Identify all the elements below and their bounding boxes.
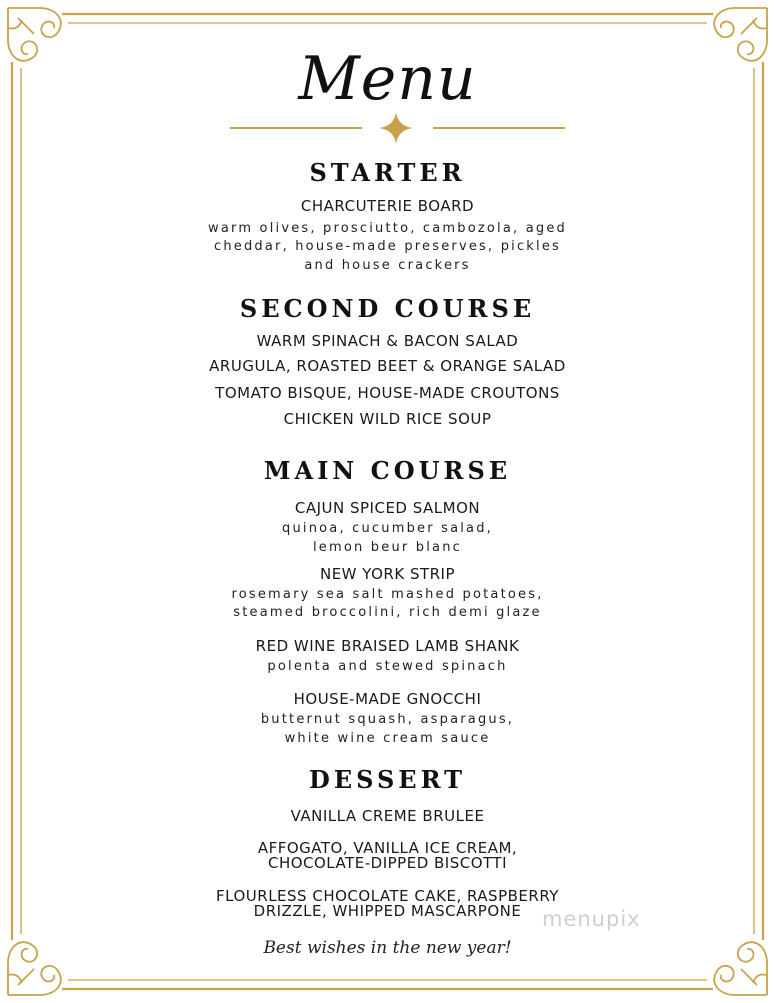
section-heading-starter: STARTER: [309, 158, 466, 187]
section-heading-dessert: DESSERT: [309, 765, 466, 794]
menu-item-name: ARUGULA, ROASTED BEET & ORANGE SALAD: [209, 357, 566, 375]
watermark: menupix: [542, 907, 641, 931]
menu-item-description: white wine cream sauce: [284, 731, 491, 746]
star-icon: [379, 112, 413, 144]
menu-title: Menu: [298, 44, 477, 114]
menu-item-name: VANILLA CREME BRULEE: [290, 807, 485, 825]
menu-item-description: polenta and stewed spinach: [267, 659, 508, 674]
menu-item-name: TOMATO BISQUE, HOUSE-MADE CROUTONS: [215, 384, 560, 402]
menu-item-name: NEW YORK STRIP: [319, 565, 456, 583]
menu-item-name: FLOURLESS CHOCOLATE CAKE, RASPBERRY: [216, 887, 559, 905]
menu-item-description: lemon beur blanc: [313, 540, 462, 555]
menu-item-name: CHOCOLATE-DIPPED BISCOTTI: [267, 854, 508, 872]
menu-item-description: cheddar, house-made preserves, pickles: [213, 239, 562, 254]
menu-item-name: DRIZZLE, WHIPPED MASCARPONE: [253, 902, 522, 920]
menu-item-name: WARM SPINACH & BACON SALAD: [256, 332, 519, 350]
menu-item-description: rosemary sea salt mashed potatoes,: [231, 587, 544, 602]
menu-item-name: HOUSE-MADE GNOCCHI: [293, 690, 482, 708]
menu-item-name: CHICKEN WILD RICE SOUP: [283, 410, 492, 428]
menu-item-description: butternut squash, asparagus,: [260, 712, 515, 727]
closing-message: Best wishes in the new year!: [263, 938, 512, 958]
menu-item-description: warm olives, prosciutto, cambozola, aged: [208, 221, 567, 236]
section-heading-second-course: SECOND COURSE: [239, 294, 536, 323]
menu-item-description: and house crackers: [304, 258, 471, 273]
menu-item-description: quinoa, cucumber salad,: [282, 521, 493, 536]
menu-item-name: CAJUN SPICED SALMON: [294, 499, 481, 517]
section-heading-main-course: MAIN COURSE: [263, 456, 512, 485]
menu-item-name: CHARCUTERIE BOARD: [300, 197, 475, 215]
menu-item-description: steamed broccolini, rich demi glaze: [233, 605, 542, 620]
menu-item-name: RED WINE BRAISED LAMB SHANK: [255, 637, 520, 655]
menu-item-name: AFFOGATO, VANILLA ICE CREAM,: [257, 839, 518, 857]
